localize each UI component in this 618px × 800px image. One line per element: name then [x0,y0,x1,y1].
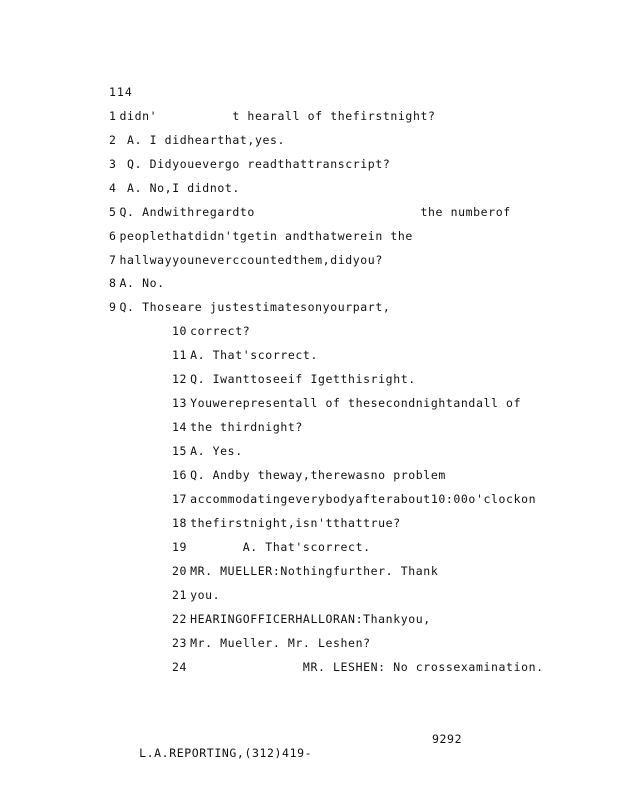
page-footer [109,732,463,788]
transcript-line-19: 19 A. That'scorrect. [172,540,371,554]
transcript-line-18: 18 thefirstnight,isn'tthattrue? [172,516,401,530]
transcript-line-13: 13 Youwerepresentall of thesecondnightandall of [172,396,522,410]
transcript-line-21: 21 you. [172,588,221,602]
transcript-line-4: 4 A. No,I didnot. [109,181,240,195]
footer-reporter: L.A.REPORTING,(312)419- [139,746,313,760]
transcript-line-8: 8 A. No. [109,276,165,290]
transcript-line-6: 6 peoplethatdidn'tgetin andthatwerein the [109,229,413,243]
transcript-line-16: 16 Q. Andby theway,therewasno problem [172,468,446,482]
transcript-line-22: 22 HEARINGOFFICERHALLORAN:Thankyou, [172,612,431,626]
transcript-line-1: 1 didn' t hearall of thefirstnight? [109,109,436,123]
transcript-line-20: 20 MR. MUELLER:Nothingfurther. Thank [172,564,439,578]
transcript-line-11: 11 A. That'scorrect. [172,348,318,362]
transcript-line-10: 10 correct? [172,324,251,338]
transcript-line-17: 17 accommodatingeverybodyafterabout10:00o'clockon [172,492,537,506]
transcript-line-12: 12 Q. Iwanttoseeif Igetthisright. [172,372,416,386]
transcript-line-15: 15 A. Yes. [172,444,243,458]
transcript-line-5: 5 Q. Andwithregardto the numberof [109,205,511,219]
transcript-line-3: 3 Q. Didyouevergo readthattranscript? [109,157,391,171]
transcript-line-7: 7 hallwayyouneverccountedthem,didyou? [109,253,383,267]
transcript-line-23: 23 Mr. Mueller. Mr. Leshen? [172,636,371,650]
transcript-line-2: 2 A. I didhearthat,yes. [109,133,286,147]
transcript-line-14: 14 the thirdnight? [172,420,303,434]
transcript-line-9: 9 Q. Thoseare justestimatesonyourpart, [109,300,391,314]
page-number: 114 [109,85,133,99]
footer-phone-tail: 9292 [432,732,463,746]
transcript-line-24: 24 MR. LESHEN: No crossexamination. [172,660,544,674]
